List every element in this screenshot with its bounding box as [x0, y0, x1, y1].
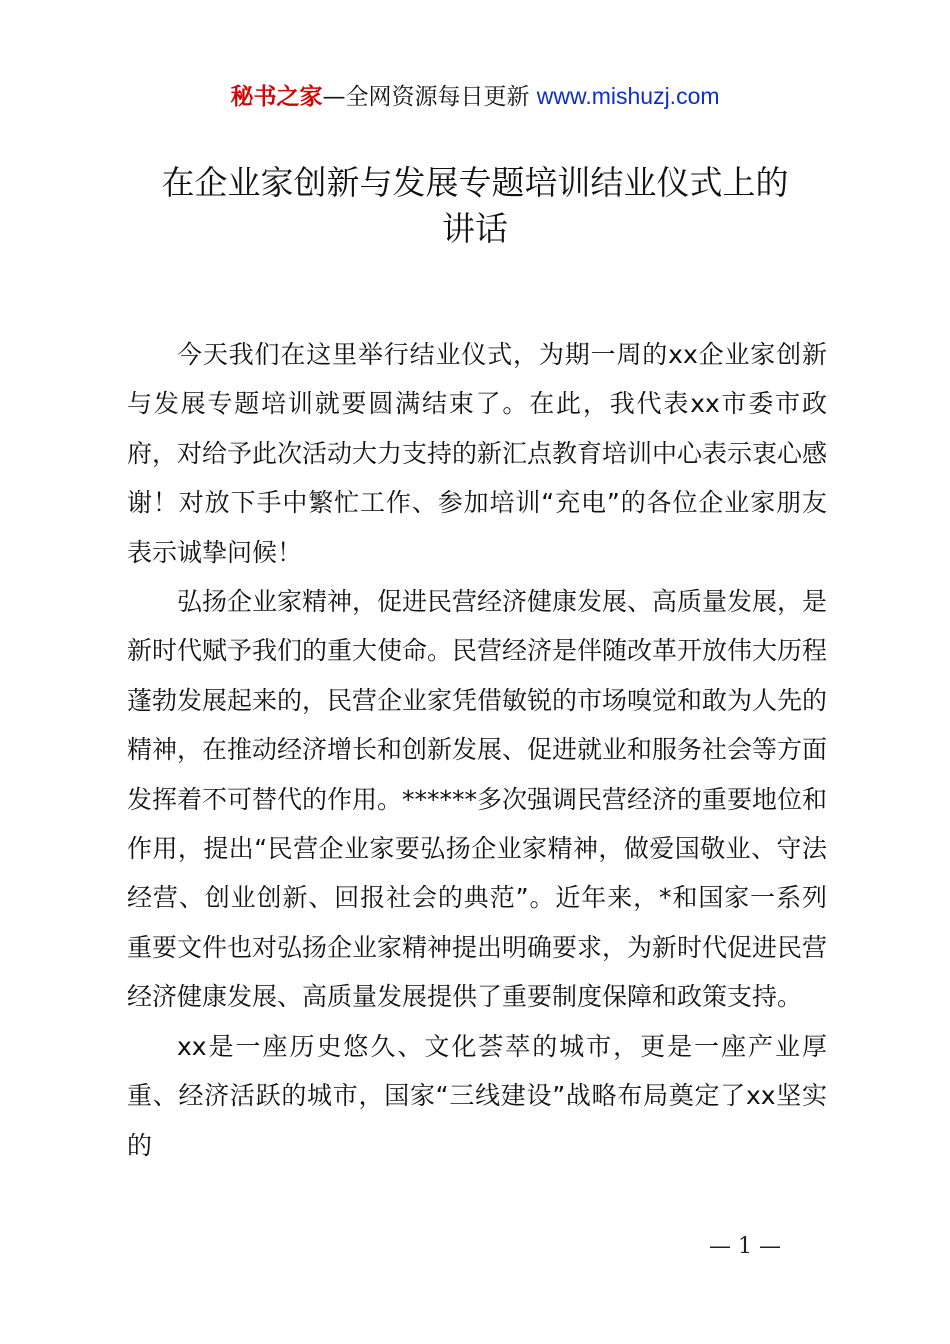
site-header — [0, 80, 950, 113]
document-body — [127, 330, 827, 1170]
body-paragraph-3: xx是一座历史悠久、文化荟萃的城市，更是一座产业厚重、经济活跃的城市，国家“三线建设”战略布局奠定了xx坚实的 — [127, 1031, 827, 1160]
page-number: — 1 — — [709, 1234, 781, 1259]
title-line-1: 在企业家创新与发展专题培训结业仪式上的 — [161, 163, 789, 202]
site-url-link[interactable]: www.mishuzj.com — [536, 83, 720, 109]
body-paragraph-1: 今天我们在这里举行结业仪式，为期一周的xx企业家创新与发展专题培训就要圆满结束了。在此，我代表xx市委市政府，对给予此次活动大力支持的新汇点教育培训中心表示衷心感谢！对放下手中繁忙工作、参加培训“充电”的各位企业家朋友表示诚挚问候！ — [127, 340, 828, 567]
title-line-2: 讲话 — [442, 209, 508, 248]
body-paragraph-2: 弘扬企业家精神，促进民营经济健康发展、高质量发展，是新时代赋予我们的重大使命。民营经济是伴随改革开放伟大历程蓬勃发展起来的，民营企业家凭借敏锐的市场嗅觉和敢为人先的精神，在推动经济增长和创新发展、促进就业和服务社会等方面发挥着不可替代的作用。******多次强调民营经济的重要地位和作用，提出“民营企业家要弘扬企业家精神，做爱国敬业、守法经营、创业创新、回报社会的典范”。近年来，*和国家一系列重要文件也对弘扬企业家精神提出明确要求，为新时代促进民营经济健康发展、高质量发展提供了重要制度保障和政策支持。 — [127, 587, 828, 1012]
brand-name: 秘书之家 — [230, 84, 323, 110]
header-tagline: —全网资源每日更新 — [322, 84, 530, 110]
document-title — [60, 160, 890, 252]
